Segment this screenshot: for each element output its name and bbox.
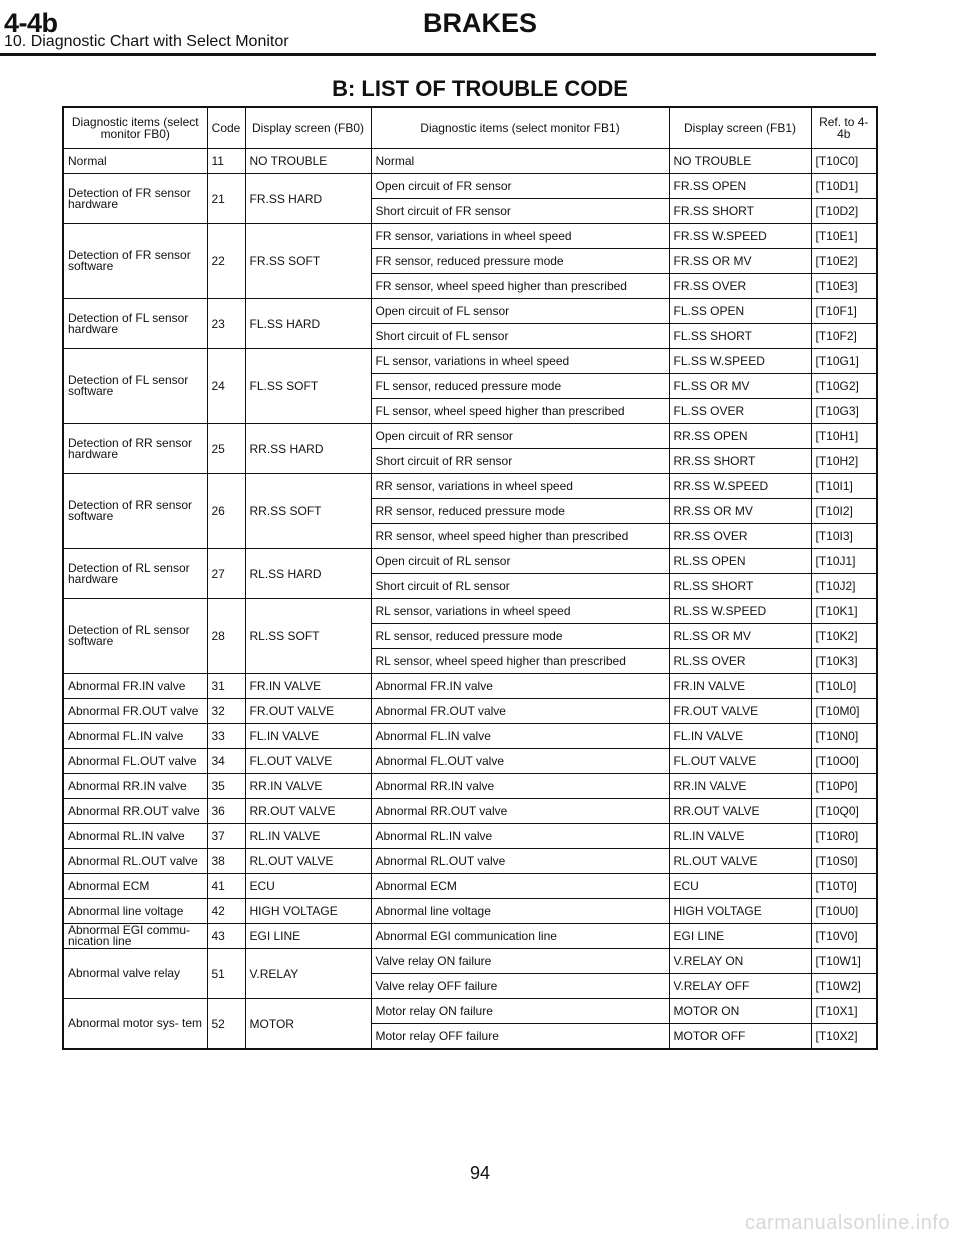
display-screen-fb1: EGI LINE <box>669 924 811 949</box>
display-screen-fb1: RR.SS SHORT <box>669 449 811 474</box>
reference-code: [T10J2] <box>811 574 877 599</box>
section-number: 4-4b <box>4 8 58 38</box>
reference-code: [T10R0] <box>811 824 877 849</box>
reference-code: [T10K1] <box>811 599 877 624</box>
reference-code: [T10K2] <box>811 624 877 649</box>
reference-code: [T10K3] <box>811 649 877 674</box>
diagnostic-item-fb0: Detection of RL sensor software <box>63 599 207 674</box>
display-screen-fb0: FL.SS HARD <box>245 299 371 349</box>
diagnostic-item-fb1: Abnormal ECM <box>371 874 669 899</box>
trouble-code: 26 <box>207 474 245 549</box>
diagnostic-item-fb0: Abnormal RL.IN valve <box>63 824 207 849</box>
display-screen-fb1: FL.IN VALVE <box>669 724 811 749</box>
table-row <box>63 549 877 574</box>
display-screen-fb1: RR.OUT VALVE <box>669 799 811 824</box>
display-screen-fb1: ECU <box>669 874 811 899</box>
display-screen-fb1: RR.SS OVER <box>669 524 811 549</box>
reference-code: [T10J1] <box>811 549 877 574</box>
reference-code: [T10H2] <box>811 449 877 474</box>
display-screen-fb0: FL.SS SOFT <box>245 349 371 424</box>
reference-code: [T10P0] <box>811 774 877 799</box>
display-screen-fb1: RL.OUT VALVE <box>669 849 811 874</box>
display-screen-fb1: FL.SS OR MV <box>669 374 811 399</box>
diagnostic-item-fb0: Abnormal ECM <box>63 874 207 899</box>
diagnostic-item-fb1: RR sensor, variations in wheel speed <box>371 474 669 499</box>
diagnostic-item-fb1: Abnormal line voltage <box>371 899 669 924</box>
table-row <box>63 949 877 974</box>
diagnostic-item-fb1: Abnormal RR.IN valve <box>371 774 669 799</box>
reference-code: [T10V0] <box>811 924 877 949</box>
reference-code: [T10X2] <box>811 1024 877 1050</box>
diagnostic-item-fb0: Normal <box>63 149 207 174</box>
diagnostic-item-fb1: Abnormal RL.OUT valve <box>371 849 669 874</box>
section-title: BRAKES <box>422 8 537 38</box>
diagnostic-item-fb1: Short circuit of FL sensor <box>371 324 669 349</box>
reference-code: [T10G3] <box>811 399 877 424</box>
reference-code: [T10I2] <box>811 499 877 524</box>
display-screen-fb1: RR.SS W.SPEED <box>669 474 811 499</box>
display-screen-fb1: FL.SS W.SPEED <box>669 349 811 374</box>
diagnostic-item-fb1: FL sensor, wheel speed higher than prescribed <box>371 399 669 424</box>
column-header: Diagnostic items (select monitor FB0) <box>63 107 207 149</box>
display-screen-fb1: FL.OUT VALVE <box>669 749 811 774</box>
diagnostic-item-fb1: Open circuit of RL sensor <box>371 549 669 574</box>
diagnostic-item-fb1: RL sensor, wheel speed higher than prescribed <box>371 649 669 674</box>
trouble-code: 28 <box>207 599 245 674</box>
display-screen-fb0: MOTOR <box>245 999 371 1050</box>
page-title: B: LIST OF TROUBLE CODE <box>332 76 628 101</box>
diagnostic-item-fb0: Abnormal line voltage <box>63 899 207 924</box>
reference-code: [T10W2] <box>811 974 877 999</box>
display-screen-fb1: RL.SS OVER <box>669 649 811 674</box>
display-screen-fb0: RR.IN VALVE <box>245 774 371 799</box>
display-screen-fb0: RR.SS HARD <box>245 424 371 474</box>
diagnostic-item-fb1: Abnormal RL.IN valve <box>371 824 669 849</box>
display-screen-fb0: HIGH VOLTAGE <box>245 899 371 924</box>
reference-code: [T10L0] <box>811 674 877 699</box>
table-row <box>63 999 877 1024</box>
diagnostic-item-fb1: RL sensor, variations in wheel speed <box>371 599 669 624</box>
trouble-code: 41 <box>207 874 245 899</box>
diagnostic-item-fb1: Open circuit of FL sensor <box>371 299 669 324</box>
diagnostic-item-fb0: Abnormal EGI commu- nication line <box>63 924 207 949</box>
diagnostic-item-fb0: Abnormal FL.IN valve <box>63 724 207 749</box>
table-row <box>63 299 877 324</box>
display-screen-fb0: FL.IN VALVE <box>245 724 371 749</box>
diagnostic-item-fb1: Valve relay ON failure <box>371 949 669 974</box>
display-screen-fb0: FL.OUT VALVE <box>245 749 371 774</box>
trouble-code: 35 <box>207 774 245 799</box>
display-screen-fb1: FR.SS OVER <box>669 274 811 299</box>
diagnostic-item-fb1: Abnormal FR.IN valve <box>371 674 669 699</box>
column-header: Code <box>207 107 245 149</box>
reference-code: [T10H1] <box>811 424 877 449</box>
trouble-code: 52 <box>207 999 245 1050</box>
diagnostic-item-fb1: RL sensor, reduced pressure mode <box>371 624 669 649</box>
diagnostic-item-fb0: Detection of RR sensor software <box>63 474 207 549</box>
reference-code: [T10O0] <box>811 749 877 774</box>
table-row <box>63 149 877 174</box>
display-screen-fb1: FR.IN VALVE <box>669 674 811 699</box>
display-screen-fb1: FR.OUT VALVE <box>669 699 811 724</box>
diagnostic-item-fb1: Short circuit of FR sensor <box>371 199 669 224</box>
display-screen-fb0: FR.SS HARD <box>245 174 371 224</box>
diagnostic-item-fb1: Short circuit of RL sensor <box>371 574 669 599</box>
table-row <box>63 749 877 774</box>
display-screen-fb0: FR.SS SOFT <box>245 224 371 299</box>
display-screen-fb0: ECU <box>245 874 371 899</box>
trouble-code: 36 <box>207 799 245 824</box>
diagnostic-item-fb1: Abnormal FL.OUT valve <box>371 749 669 774</box>
trouble-code: 43 <box>207 924 245 949</box>
diagnostic-item-fb1: FR sensor, reduced pressure mode <box>371 249 669 274</box>
display-screen-fb1: FR.SS OPEN <box>669 174 811 199</box>
display-screen-fb1: MOTOR ON <box>669 999 811 1024</box>
display-screen-fb1: RL.SS W.SPEED <box>669 599 811 624</box>
diagnostic-item-fb1: Open circuit of RR sensor <box>371 424 669 449</box>
trouble-code: 32 <box>207 699 245 724</box>
diagnostic-item-fb1: RR sensor, wheel speed higher than prescribed <box>371 524 669 549</box>
diagnostic-item-fb0: Abnormal FR.IN valve <box>63 674 207 699</box>
table-row <box>63 699 877 724</box>
display-screen-fb1: V.RELAY OFF <box>669 974 811 999</box>
column-header: Display screen (FB0) <box>245 107 371 149</box>
display-screen-fb0: FR.IN VALVE <box>245 674 371 699</box>
table-row <box>63 674 877 699</box>
diagnostic-item-fb0: Detection of FR sensor hardware <box>63 174 207 224</box>
diagnostic-item-fb1: FR sensor, wheel speed higher than prescribed <box>371 274 669 299</box>
display-screen-fb0: FR.OUT VALVE <box>245 699 371 724</box>
diagnostic-item-fb0: Abnormal RR.OUT valve <box>63 799 207 824</box>
trouble-code: 21 <box>207 174 245 224</box>
diagnostic-item-fb1: FR sensor, variations in wheel speed <box>371 224 669 249</box>
table-header-row <box>63 107 877 149</box>
reference-code: [T10F2] <box>811 324 877 349</box>
display-screen-fb0: V.RELAY <box>245 949 371 999</box>
trouble-code: 27 <box>207 549 245 599</box>
display-screen-fb0: RR.SS SOFT <box>245 474 371 549</box>
reference-code: [T10I1] <box>811 474 877 499</box>
display-screen-fb1: NO TROUBLE <box>669 149 811 174</box>
header-rule <box>0 53 876 56</box>
display-screen-fb1: FR.SS OR MV <box>669 249 811 274</box>
column-header: Ref. to 4-4b <box>811 107 877 149</box>
column-header: Diagnostic items (select monitor FB1) <box>371 107 669 149</box>
diagnostic-item-fb1: RR sensor, reduced pressure mode <box>371 499 669 524</box>
trouble-code: 25 <box>207 424 245 474</box>
table-row <box>63 424 877 449</box>
display-screen-fb1: HIGH VOLTAGE <box>669 899 811 924</box>
table-row <box>63 774 877 799</box>
page-number: 94 <box>469 1163 491 1183</box>
display-screen-fb1: FR.SS SHORT <box>669 199 811 224</box>
diagnostic-item-fb0: Abnormal FR.OUT valve <box>63 699 207 724</box>
table-row <box>63 224 877 249</box>
diagnostic-item-fb1: Short circuit of RR sensor <box>371 449 669 474</box>
reference-code: [T10G1] <box>811 349 877 374</box>
diagnostic-item-fb0: Detection of FL sensor software <box>63 349 207 424</box>
diagnostic-item-fb0: Detection of FL sensor hardware <box>63 299 207 349</box>
display-screen-fb0: NO TROUBLE <box>245 149 371 174</box>
display-screen-fb1: RL.SS SHORT <box>669 574 811 599</box>
display-screen-fb1: FL.SS SHORT <box>669 324 811 349</box>
reference-code: [T10Q0] <box>811 799 877 824</box>
trouble-code: 51 <box>207 949 245 999</box>
table-row <box>63 474 877 499</box>
reference-code: [T10U0] <box>811 899 877 924</box>
display-screen-fb0: RL.SS HARD <box>245 549 371 599</box>
table-row <box>63 349 877 374</box>
reference-code: [T10W1] <box>811 949 877 974</box>
trouble-code: 33 <box>207 724 245 749</box>
table-row <box>63 849 877 874</box>
display-screen-fb1: FL.SS OVER <box>669 399 811 424</box>
display-screen-fb1: RR.SS OR MV <box>669 499 811 524</box>
diagnostic-item-fb1: Abnormal FL.IN valve <box>371 724 669 749</box>
display-screen-fb0: RL.IN VALVE <box>245 824 371 849</box>
display-screen-fb1: RL.SS OPEN <box>669 549 811 574</box>
display-screen-fb0: RL.SS SOFT <box>245 599 371 674</box>
trouble-code: 38 <box>207 849 245 874</box>
diagnostic-item-fb0: Detection of FR sensor software <box>63 224 207 299</box>
trouble-code: 11 <box>207 149 245 174</box>
column-header: Display screen (FB1) <box>669 107 811 149</box>
reference-code: [T10G2] <box>811 374 877 399</box>
reference-code: [T10I3] <box>811 524 877 549</box>
reference-code: [T10D1] <box>811 174 877 199</box>
reference-code: [T10M0] <box>811 699 877 724</box>
trouble-code: 24 <box>207 349 245 424</box>
table-row <box>63 724 877 749</box>
table-row <box>63 174 877 199</box>
display-screen-fb1: RL.SS OR MV <box>669 624 811 649</box>
trouble-code: 23 <box>207 299 245 349</box>
diagnostic-item-fb0: Abnormal RL.OUT valve <box>63 849 207 874</box>
reference-code: [T10S0] <box>811 849 877 874</box>
reference-code: [T10D2] <box>811 199 877 224</box>
display-screen-fb0: RR.OUT VALVE <box>245 799 371 824</box>
reference-code: [T10N0] <box>811 724 877 749</box>
diagnostic-item-fb0: Abnormal valve relay <box>63 949 207 999</box>
section-subtitle: 10. Diagnostic Chart with Select Monitor <box>4 33 289 50</box>
trouble-code: 34 <box>207 749 245 774</box>
diagnostic-item-fb1: Abnormal RR.OUT valve <box>371 799 669 824</box>
table-row <box>63 824 877 849</box>
display-screen-fb1: MOTOR OFF <box>669 1024 811 1050</box>
trouble-code: 22 <box>207 224 245 299</box>
display-screen-fb0: RL.OUT VALVE <box>245 849 371 874</box>
table-row <box>63 874 877 899</box>
trouble-code: 37 <box>207 824 245 849</box>
reference-code: [T10E1] <box>811 224 877 249</box>
diagnostic-item-fb0: Detection of RR sensor hardware <box>63 424 207 474</box>
diagnostic-item-fb0: Abnormal FL.OUT valve <box>63 749 207 774</box>
reference-code: [T10T0] <box>811 874 877 899</box>
diagnostic-item-fb0: Abnormal RR.IN valve <box>63 774 207 799</box>
trouble-code-table <box>62 106 878 1050</box>
trouble-code: 31 <box>207 674 245 699</box>
diagnostic-item-fb1: Abnormal EGI communication line <box>371 924 669 949</box>
display-screen-fb1: FR.SS W.SPEED <box>669 224 811 249</box>
table-row <box>63 899 877 924</box>
diagnostic-item-fb0: Detection of RL sensor hardware <box>63 549 207 599</box>
table-row <box>63 924 877 949</box>
display-screen-fb1: FL.SS OPEN <box>669 299 811 324</box>
display-screen-fb1: RL.IN VALVE <box>669 824 811 849</box>
diagnostic-item-fb1: Motor relay ON failure <box>371 999 669 1024</box>
reference-code: [T10X1] <box>811 999 877 1024</box>
diagnostic-item-fb1: Open circuit of FR sensor <box>371 174 669 199</box>
watermark: carmanualsonline.info <box>744 1212 950 1234</box>
diagnostic-item-fb0: Abnormal motor sys- tem <box>63 999 207 1050</box>
diagnostic-item-fb1: Abnormal FR.OUT valve <box>371 699 669 724</box>
display-screen-fb1: RR.IN VALVE <box>669 774 811 799</box>
display-screen-fb1: RR.SS OPEN <box>669 424 811 449</box>
diagnostic-item-fb1: FL sensor, variations in wheel speed <box>371 349 669 374</box>
reference-code: [T10E3] <box>811 274 877 299</box>
trouble-code: 42 <box>207 899 245 924</box>
table-body <box>63 149 877 1050</box>
reference-code: [T10F1] <box>811 299 877 324</box>
diagnostic-item-fb1: Motor relay OFF failure <box>371 1024 669 1050</box>
diagnostic-item-fb1: Valve relay OFF failure <box>371 974 669 999</box>
reference-code: [T10E2] <box>811 249 877 274</box>
display-screen-fb0: EGI LINE <box>245 924 371 949</box>
reference-code: [T10C0] <box>811 149 877 174</box>
diagnostic-item-fb1: Normal <box>371 149 669 174</box>
table-row <box>63 599 877 624</box>
diagnostic-item-fb1: FL sensor, reduced pressure mode <box>371 374 669 399</box>
display-screen-fb1: V.RELAY ON <box>669 949 811 974</box>
table-row <box>63 799 877 824</box>
